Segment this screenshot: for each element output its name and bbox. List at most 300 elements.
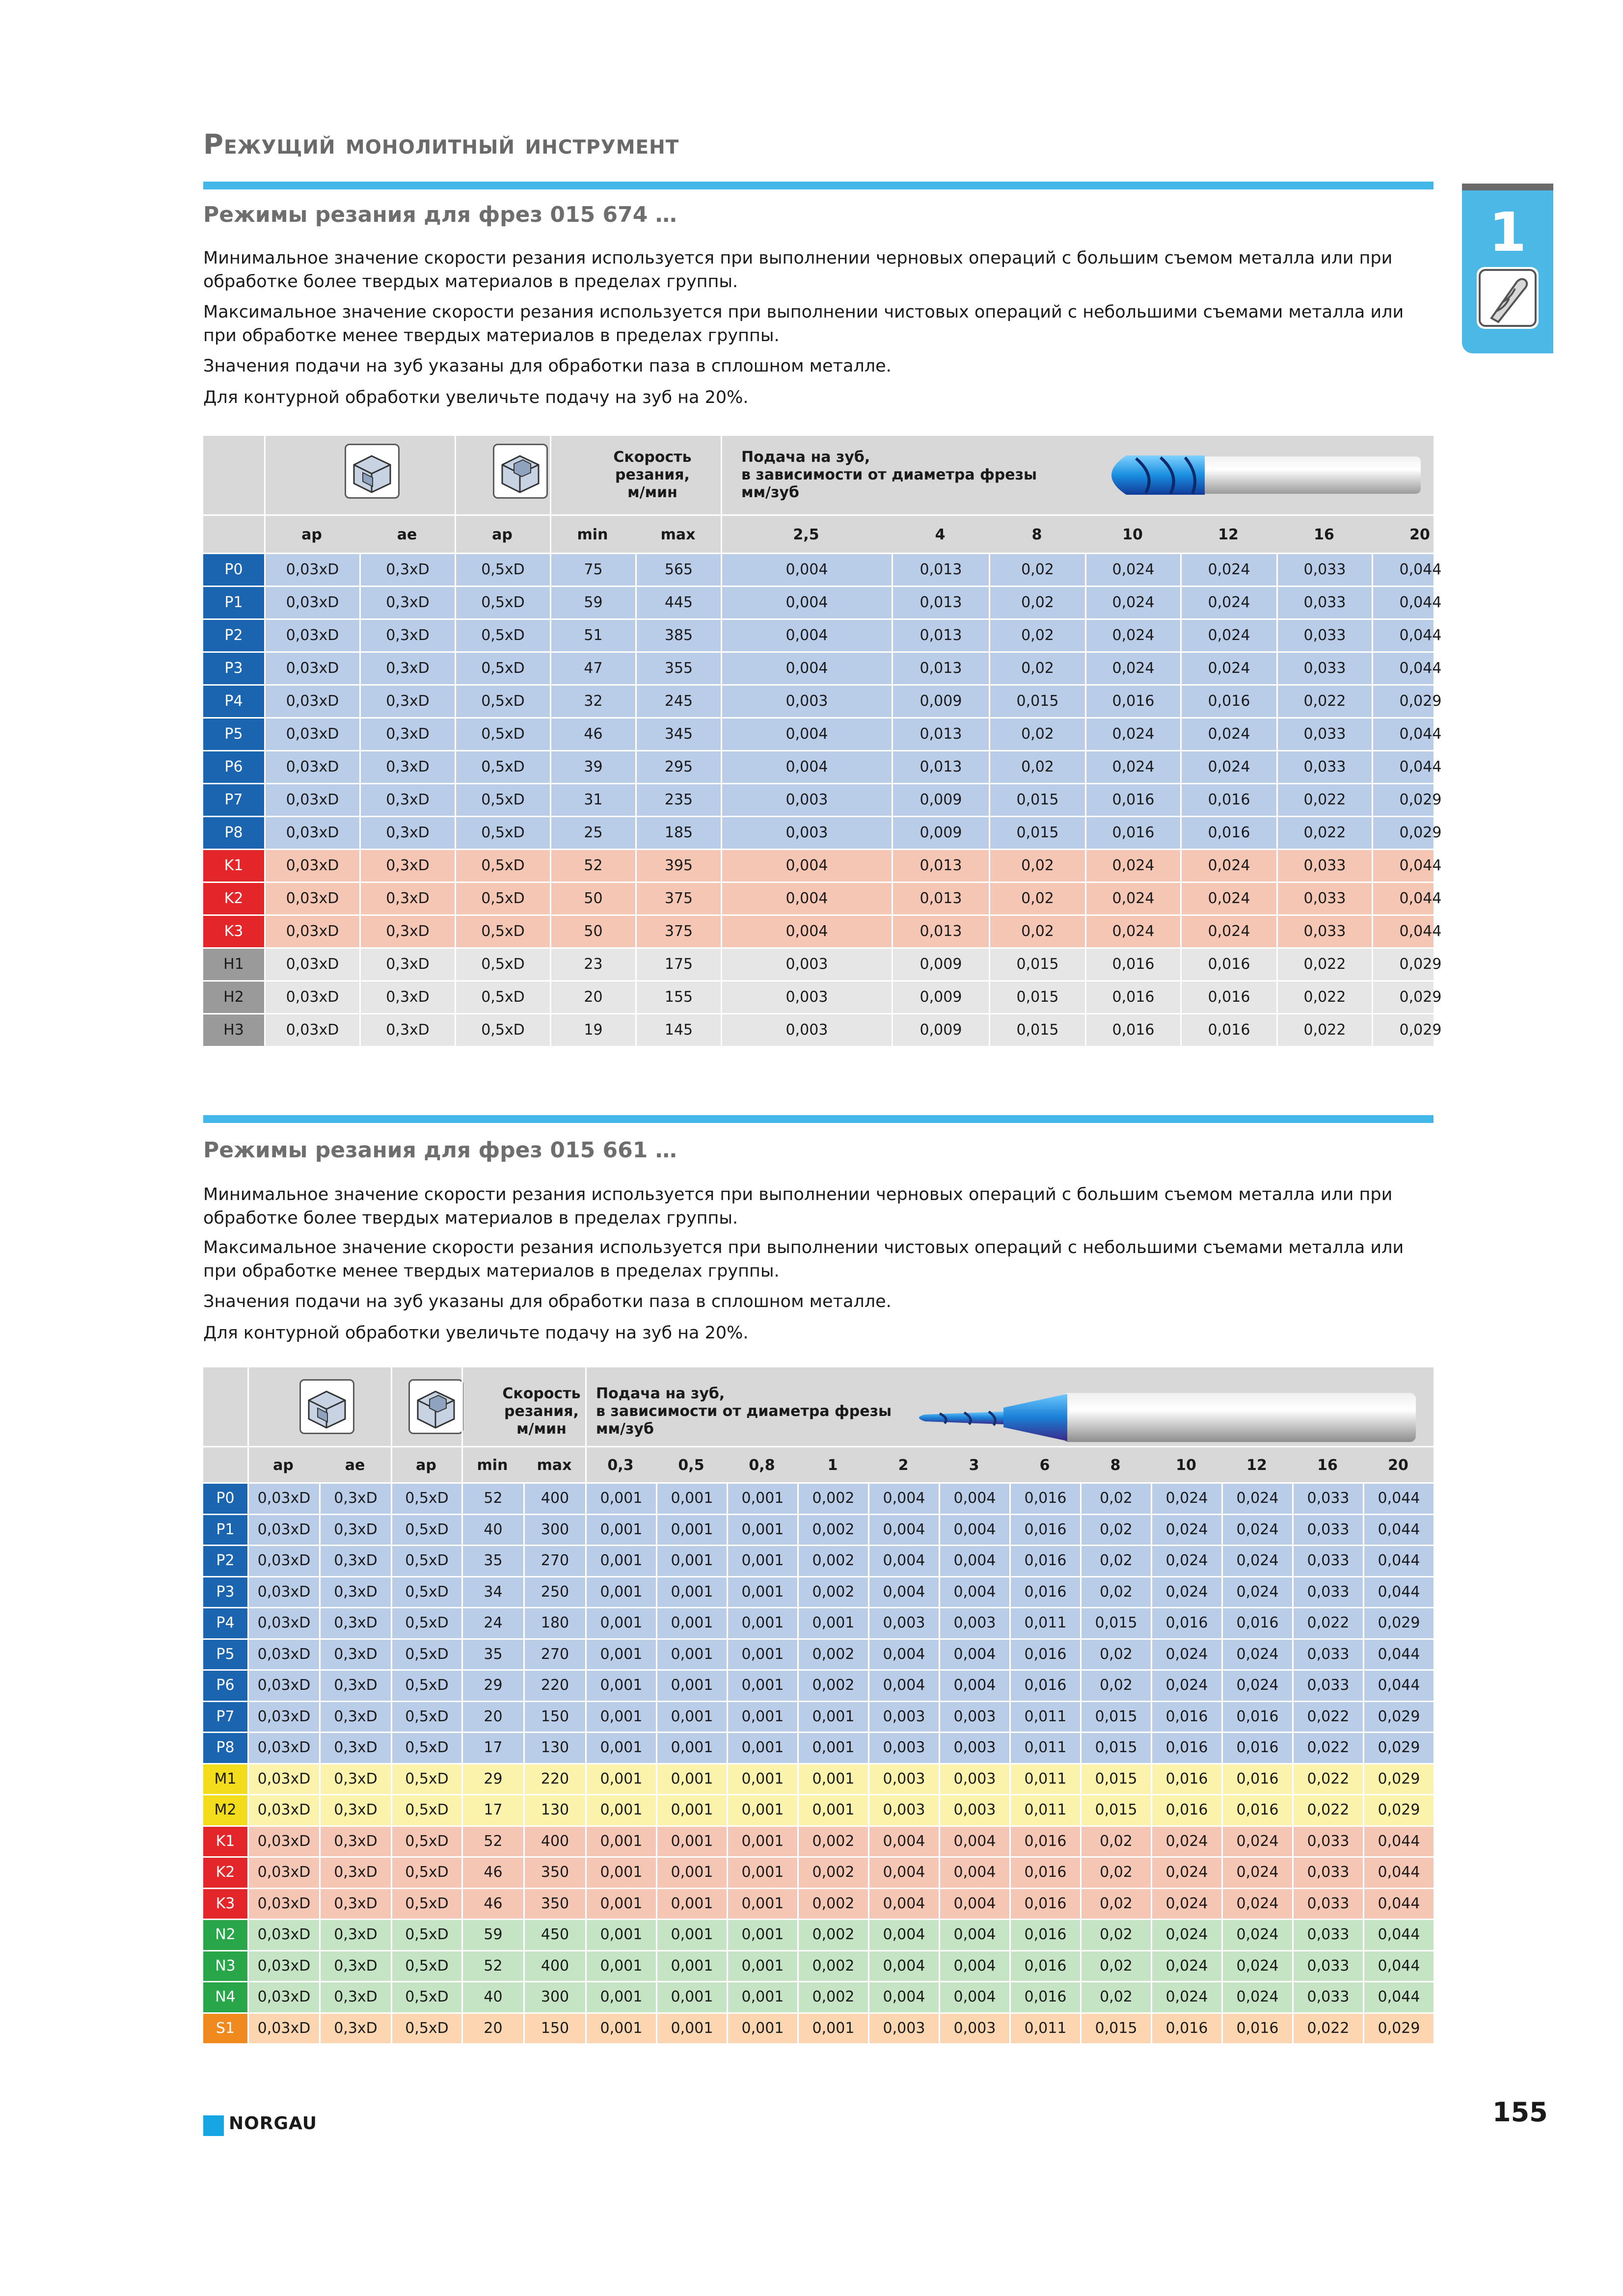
table-cell: 35	[461, 1546, 523, 1576]
table-cell: 0,001	[656, 1858, 727, 1888]
table-cell: 0,03xD	[247, 1608, 319, 1638]
table-cell: 0,029	[1363, 2014, 1434, 2044]
table-cell: 0,3xD	[319, 1702, 391, 1732]
table-cell: 0,015	[1080, 1733, 1151, 1763]
table-cell: 0,5xD	[391, 1671, 461, 1701]
table-cell: 0,004	[939, 1671, 1009, 1701]
column-header: min	[577, 526, 608, 543]
table-cell: 52	[461, 1951, 523, 1981]
table-cell: 0,3xD	[359, 883, 455, 914]
table-cell: 46	[550, 719, 635, 750]
table-cell: 0,3xD	[319, 1733, 391, 1763]
section2-paragraph: Минимальное значение скорости резания используется при выполнении черновых операций с большим съемом металла или при обработке более твердых материалов в пределах группы.	[203, 1185, 1393, 1228]
chapter-tab[interactable]	[1462, 184, 1553, 353]
table-cell: 0,004	[868, 1827, 939, 1857]
table-row	[203, 1607, 1434, 1638]
material-group-tag: P1	[203, 1515, 247, 1545]
section2-paragraph: Значения подачи на зуб указаны для обработки паза в сплошном металле.	[203, 1292, 892, 1311]
table-cell: 0,033	[1276, 751, 1372, 783]
table-cell: 0,044	[1363, 1577, 1434, 1607]
table-cell: 0,016	[1180, 982, 1276, 1013]
table-cell: 395	[635, 850, 721, 881]
table-cell: 0,3xD	[319, 1795, 391, 1825]
table-cell: 0,022	[1292, 1764, 1363, 1794]
table-cell: 29	[461, 1764, 523, 1794]
table-cell: 0,3xD	[319, 1920, 391, 1950]
table-cell: 0,5xD	[391, 1702, 461, 1732]
table-cell: 0,013	[892, 620, 989, 651]
table-cell: 0,029	[1363, 1702, 1434, 1732]
table-cell: 34	[461, 1577, 523, 1607]
table-cell: 0,001	[656, 1982, 727, 2012]
table-cell: 220	[523, 1671, 585, 1701]
table-cell: 0,001	[797, 1795, 868, 1825]
table-cell: 0,024	[1151, 1515, 1221, 1545]
table-cell: 145	[635, 1015, 721, 1046]
table-cell: 0,016	[1009, 1640, 1080, 1670]
column-header: 12	[1218, 526, 1239, 543]
table-cell: 0,016	[1221, 1795, 1292, 1825]
table-cell: 0,016	[1009, 1889, 1080, 1919]
material-group-tag: P5	[203, 719, 264, 750]
table-cell: 0,004	[721, 850, 892, 881]
column-header: 20	[1388, 1457, 1408, 1474]
table-cell: 0,009	[892, 982, 989, 1013]
table-cell: 0,022	[1292, 1608, 1363, 1638]
table-cell: 0,044	[1372, 719, 1468, 750]
table-cell: 0,022	[1276, 686, 1372, 717]
table-cell: 0,044	[1372, 883, 1468, 914]
table-cell: 0,03xD	[247, 1640, 319, 1670]
table-cell: 0,001	[585, 1951, 656, 1981]
material-group-tag: P4	[203, 1608, 247, 1638]
table-row	[203, 947, 1442, 980]
table-cell: 0,3xD	[359, 916, 455, 947]
table-cell: 0,3xD	[359, 982, 455, 1013]
table-cell: 0,001	[797, 1764, 868, 1794]
table-cell: 0,029	[1372, 784, 1468, 816]
table-cell: 0,016	[1085, 817, 1180, 849]
table-cell: 0,03xD	[264, 719, 359, 750]
table-cell: 0,022	[1276, 1015, 1372, 1046]
table-cell: 0,02	[989, 653, 1085, 684]
table-cell: 0,5xD	[455, 686, 550, 717]
table-cell: 0,024	[1151, 1858, 1221, 1888]
table-cell: 0,004	[868, 1951, 939, 1981]
table-cell: 0,033	[1292, 1671, 1363, 1701]
table-cell: 0,002	[797, 1577, 868, 1607]
table-cell: 0,3xD	[319, 1982, 391, 2012]
table-cell: 0,001	[727, 1546, 797, 1576]
table-cell: 0,016	[1221, 2014, 1292, 2044]
table-cell: 0,016	[1085, 982, 1180, 1013]
chapter-tab-top-line	[1462, 184, 1553, 190]
table-cell: 0,3xD	[359, 719, 455, 750]
table-cell: 0,001	[656, 2014, 727, 2044]
table-cell: 0,016	[1009, 1671, 1080, 1701]
table-cell: 0,001	[585, 1920, 656, 1950]
table-cell: 0,004	[939, 1858, 1009, 1888]
table-cell: 0,024	[1085, 554, 1180, 586]
table-cell: 0,003	[868, 1702, 939, 1732]
table-row	[203, 1794, 1434, 1825]
material-group-tag: P8	[203, 1733, 247, 1763]
table-cell: 0,004	[939, 1889, 1009, 1919]
table-cell: 295	[635, 751, 721, 783]
table-cell: 24	[461, 1608, 523, 1638]
table-cell: 0,5xD	[391, 2014, 461, 2044]
table-cell: 0,013	[892, 850, 989, 881]
table-cell: 0,024	[1221, 1982, 1292, 2012]
table-cell: 0,016	[1151, 1764, 1221, 1794]
column-header: ap	[301, 526, 322, 543]
table-cell: 0,001	[727, 1795, 797, 1825]
table-cell: 0,5xD	[391, 1920, 461, 1950]
table-cell: 0,001	[656, 1951, 727, 1981]
table-cell: 0,024	[1151, 1577, 1221, 1607]
table-cell: 0,004	[939, 1640, 1009, 1670]
table-cell: 0,024	[1151, 1982, 1221, 2012]
table-cell: 0,024	[1221, 1515, 1292, 1545]
ball-nose-end-mill-image	[1087, 446, 1426, 507]
material-group-tag: H1	[203, 949, 264, 980]
table-cell: 0,03xD	[264, 850, 359, 881]
table-cell: 0,001	[727, 1827, 797, 1857]
table-cell: 0,5xD	[455, 883, 550, 914]
table-row	[203, 1701, 1434, 1732]
table-cell: 0,033	[1292, 1858, 1363, 1888]
table-cell: 0,001	[727, 1640, 797, 1670]
table-row	[203, 1732, 1434, 1763]
table-cell: 0,011	[1009, 1702, 1080, 1732]
material-group-tag: N3	[203, 1951, 247, 1981]
table-cell: 150	[523, 1702, 585, 1732]
table-cell: 0,3xD	[359, 653, 455, 684]
pocket-milling-icon	[408, 1379, 463, 1434]
table-row	[203, 1482, 1434, 1514]
table-cell: 0,024	[1085, 883, 1180, 914]
table-cell: 0,001	[656, 1515, 727, 1545]
table-row	[203, 1545, 1434, 1576]
table-cell: 23	[550, 949, 635, 980]
table-cell: 0,5xD	[391, 1889, 461, 1919]
table-cell: 0,024	[1085, 719, 1180, 750]
material-group-tag: K2	[203, 1858, 247, 1888]
speed-header: Скорость резания, м/мин	[613, 449, 692, 501]
table-cell: 0,3xD	[319, 1577, 391, 1607]
table-cell: 0,5xD	[455, 784, 550, 816]
table-cell: 0,02	[1080, 1889, 1151, 1919]
table-cell: 0,001	[797, 1702, 868, 1732]
table-cell: 0,03xD	[247, 1702, 319, 1732]
table-cell: 565	[635, 554, 721, 586]
table-cell: 0,013	[892, 554, 989, 586]
table-cell: 0,003	[939, 1702, 1009, 1732]
table-cell: 0,033	[1292, 1982, 1363, 2012]
table-cell: 0,03xD	[264, 817, 359, 849]
section1-paragraph: Максимальное значение скорости резания используется при выполнении чистовых операций с небольшими съемами металла или при обработке менее твердых материалов в пределах группы.	[203, 302, 1404, 346]
table-cell: 0,016	[1151, 1795, 1221, 1825]
column-divider	[391, 1367, 392, 1482]
table-cell: 0,003	[868, 2014, 939, 2044]
table-cell: 0,001	[585, 1827, 656, 1857]
table-cell: 0,003	[939, 1733, 1009, 1763]
table-row	[203, 553, 1442, 586]
table-cell: 0,001	[727, 1858, 797, 1888]
table-cell: 0,001	[656, 1920, 727, 1950]
table-cell: 0,033	[1292, 1889, 1363, 1919]
table-cell: 0,024	[1180, 751, 1276, 783]
table-cell: 0,5xD	[391, 1764, 461, 1794]
table-cell: 0,5xD	[391, 1515, 461, 1545]
table-cell: 0,3xD	[319, 1858, 391, 1888]
table-cell: 0,03xD	[264, 653, 359, 684]
table-cell: 0,03xD	[247, 1484, 319, 1514]
table-cell: 0,015	[989, 817, 1085, 849]
table-cell: 0,016	[1085, 784, 1180, 816]
table-cell: 350	[523, 1858, 585, 1888]
table-cell: 0,044	[1363, 1671, 1434, 1701]
table-cell: 0,033	[1276, 587, 1372, 618]
table-cell: 300	[523, 1515, 585, 1545]
material-group-tag: K2	[203, 883, 264, 914]
table-cell: 0,03xD	[264, 587, 359, 618]
table-cell: 0,029	[1363, 1795, 1434, 1825]
table-cell: 0,02	[1080, 1515, 1151, 1545]
table-cell: 0,004	[868, 1858, 939, 1888]
table-cell: 445	[635, 587, 721, 618]
table-cell: 0,024	[1221, 1858, 1292, 1888]
table-cell: 0,001	[585, 1702, 656, 1732]
table-row	[203, 1981, 1434, 2012]
table-cell: 0,016	[1221, 1733, 1292, 1763]
table-cell: 0,001	[656, 1702, 727, 1732]
table-cell: 0,004	[721, 587, 892, 618]
table-cell: 0,001	[585, 1546, 656, 1576]
table-cell: 0,029	[1372, 686, 1468, 717]
column-header: 6	[1039, 1457, 1050, 1474]
table-cell: 0,024	[1151, 1546, 1221, 1576]
column-header: 2	[898, 1457, 909, 1474]
norgau-logo-square-icon	[203, 2115, 224, 2136]
table-cell: 0,044	[1363, 1889, 1434, 1919]
material-group-tag: P2	[203, 620, 264, 651]
table-cell: 0,015	[989, 784, 1085, 816]
table-cell: 0,016	[1151, 1733, 1221, 1763]
table-cell: 0,5xD	[455, 982, 550, 1013]
table-cell: 0,03xD	[264, 1015, 359, 1046]
table-cell: 0,016	[1009, 1546, 1080, 1576]
table-cell: 0,024	[1221, 1920, 1292, 1950]
table-cell: 0,024	[1221, 1577, 1292, 1607]
table-cell: 0,5xD	[455, 850, 550, 881]
material-group-tag: S1	[203, 2014, 247, 2044]
table-cell: 0,3xD	[319, 1764, 391, 1794]
table-cell: 0,03xD	[247, 2014, 319, 2044]
table-cell: 0,016	[1180, 686, 1276, 717]
material-group-tag: P7	[203, 784, 264, 816]
material-group-tag: P6	[203, 1671, 247, 1701]
table-cell: 0,002	[797, 1546, 868, 1576]
table-cell: 0,024	[1085, 751, 1180, 783]
table-cell: 75	[550, 554, 635, 586]
table-cell: 0,044	[1363, 1920, 1434, 1950]
table-cell: 0,02	[989, 850, 1085, 881]
table-cell: 0,5xD	[455, 620, 550, 651]
table-row	[203, 849, 1442, 881]
table-cell: 0,3xD	[359, 850, 455, 881]
table-cell: 0,016	[1180, 949, 1276, 980]
table-cell: 0,024	[1151, 1484, 1221, 1514]
table-cell: 0,02	[1080, 1640, 1151, 1670]
table-cell: 0,001	[585, 1577, 656, 1607]
table-cell: 270	[523, 1640, 585, 1670]
table-cell: 0,3xD	[359, 554, 455, 586]
table-cell: 0,015	[1080, 1702, 1151, 1732]
table-cell: 0,001	[656, 1577, 727, 1607]
table-cell: 0,024	[1180, 916, 1276, 947]
table-cell: 0,5xD	[391, 1982, 461, 2012]
material-group-tag: K1	[203, 1827, 247, 1857]
table-cell: 0,03xD	[264, 982, 359, 1013]
table-cell: 0,015	[989, 982, 1085, 1013]
table-cell: 0,004	[868, 1920, 939, 1950]
table-cell: 0,02	[1080, 1982, 1151, 2012]
table-cell: 0,044	[1363, 1484, 1434, 1514]
table-cell: 0,004	[939, 1827, 1009, 1857]
table-cell: 0,004	[939, 1515, 1009, 1545]
column-header: 10	[1176, 1457, 1196, 1474]
table-cell: 0,013	[892, 587, 989, 618]
table-cell: 0,02	[1080, 1546, 1151, 1576]
table-cell: 0,024	[1180, 719, 1276, 750]
material-group-tag: P4	[203, 686, 264, 717]
table-cell: 0,003	[939, 1764, 1009, 1794]
table-cell: 0,013	[892, 751, 989, 783]
table-cell: 51	[550, 620, 635, 651]
table-cell: 0,001	[797, 1608, 868, 1638]
table-cell: 400	[523, 1951, 585, 1981]
material-group-tag: P8	[203, 817, 264, 849]
table-cell: 0,3xD	[319, 1484, 391, 1514]
column-header: 16	[1314, 526, 1334, 543]
table-cell: 0,044	[1372, 916, 1468, 947]
table-cell: 0,016	[1151, 2014, 1221, 2044]
table-cell: 0,003	[721, 982, 892, 1013]
table-cell: 0,004	[721, 719, 892, 750]
table-cell: 0,3xD	[319, 1515, 391, 1545]
table-cell: 0,5xD	[455, 751, 550, 783]
table-cell: 0,013	[892, 719, 989, 750]
table-cell: 0,03xD	[247, 1858, 319, 1888]
table-cell: 0,02	[1080, 1577, 1151, 1607]
pocket-milling-icon	[493, 444, 548, 499]
table-cell: 0,001	[585, 1795, 656, 1825]
table-cell: 0,044	[1372, 850, 1468, 881]
table-cell: 250	[523, 1577, 585, 1607]
table-cell: 0,001	[656, 1608, 727, 1638]
table-cell: 0,016	[1085, 686, 1180, 717]
table-cell: 0,02	[1080, 1827, 1151, 1857]
table-cell: 0,03xD	[247, 1889, 319, 1919]
table-row	[203, 816, 1442, 849]
table-cell: 245	[635, 686, 721, 717]
table-cell: 0,001	[656, 1640, 727, 1670]
table-cell: 0,3xD	[319, 1889, 391, 1919]
table-cell: 0,001	[656, 1795, 727, 1825]
material-group-tag: K3	[203, 1889, 247, 1919]
material-group-tag: P2	[203, 1546, 247, 1576]
table-cell: 0,016	[1085, 949, 1180, 980]
table-cell: 0,001	[656, 1733, 727, 1763]
table-cell: 0,013	[892, 653, 989, 684]
table-cell: 185	[635, 817, 721, 849]
table-cell: 0,001	[727, 1671, 797, 1701]
table-cell: 355	[635, 653, 721, 684]
feed-header: Подача на зуб, в зависимости от диаметра фрезы мм/зуб	[741, 449, 1037, 501]
table-cell: 0,5xD	[455, 719, 550, 750]
table-cell: 0,009	[892, 949, 989, 980]
table-cell: 0,001	[727, 2014, 797, 2044]
table-cell: 150	[523, 2014, 585, 2044]
table-cell: 0,3xD	[359, 751, 455, 783]
table-cell: 0,016	[1009, 1982, 1080, 2012]
chapter-tool-icon	[1477, 267, 1539, 329]
table-cell: 0,029	[1372, 817, 1468, 849]
table-cell: 0,029	[1363, 1733, 1434, 1763]
table-cell: 0,03xD	[264, 751, 359, 783]
table-row	[203, 1514, 1434, 1545]
table-cell: 0,03xD	[247, 1671, 319, 1701]
table-cell: 0,029	[1363, 1608, 1434, 1638]
table-cell: 0,02	[989, 883, 1085, 914]
column-divider	[455, 436, 456, 553]
table-cell: 0,003	[939, 2014, 1009, 2044]
table-cell: 0,003	[721, 817, 892, 849]
table-cell: 0,001	[656, 1546, 727, 1576]
table-cell: 220	[523, 1764, 585, 1794]
table-cell: 0,3xD	[359, 949, 455, 980]
table-cell: 0,024	[1221, 1827, 1292, 1857]
table-cell: 0,03xD	[247, 1951, 319, 1981]
table-cell: 47	[550, 653, 635, 684]
table-cell: 0,044	[1363, 1515, 1434, 1545]
section2-title: Режимы резания для фрез 015 661 …	[203, 1138, 677, 1163]
table-cell: 0,016	[1151, 1702, 1221, 1732]
table-cell: 0,024	[1221, 1951, 1292, 1981]
table-cell: 39	[550, 751, 635, 783]
table-cell: 0,033	[1292, 1577, 1363, 1607]
table-cell: 0,001	[797, 2014, 868, 2044]
table-cell: 0,5xD	[391, 1546, 461, 1576]
table-row	[203, 1888, 1434, 1919]
table-cell: 0,024	[1221, 1889, 1292, 1919]
table-cell: 0,022	[1276, 982, 1372, 1013]
table-cell: 0,015	[1080, 2014, 1151, 2044]
table-cell: 0,004	[721, 883, 892, 914]
table-cell: 0,002	[797, 1858, 868, 1888]
table-cell: 0,002	[797, 1982, 868, 2012]
table-cell: 0,004	[939, 1577, 1009, 1607]
column-header: ae	[397, 526, 417, 543]
table-cell: 0,033	[1292, 1546, 1363, 1576]
table-cell: 0,3xD	[319, 1546, 391, 1576]
table-cell: 0,004	[868, 1671, 939, 1701]
table-cell: 0,024	[1085, 587, 1180, 618]
table-cell: 0,004	[721, 751, 892, 783]
table-cell: 155	[635, 982, 721, 1013]
table-cell: 0,024	[1180, 883, 1276, 914]
